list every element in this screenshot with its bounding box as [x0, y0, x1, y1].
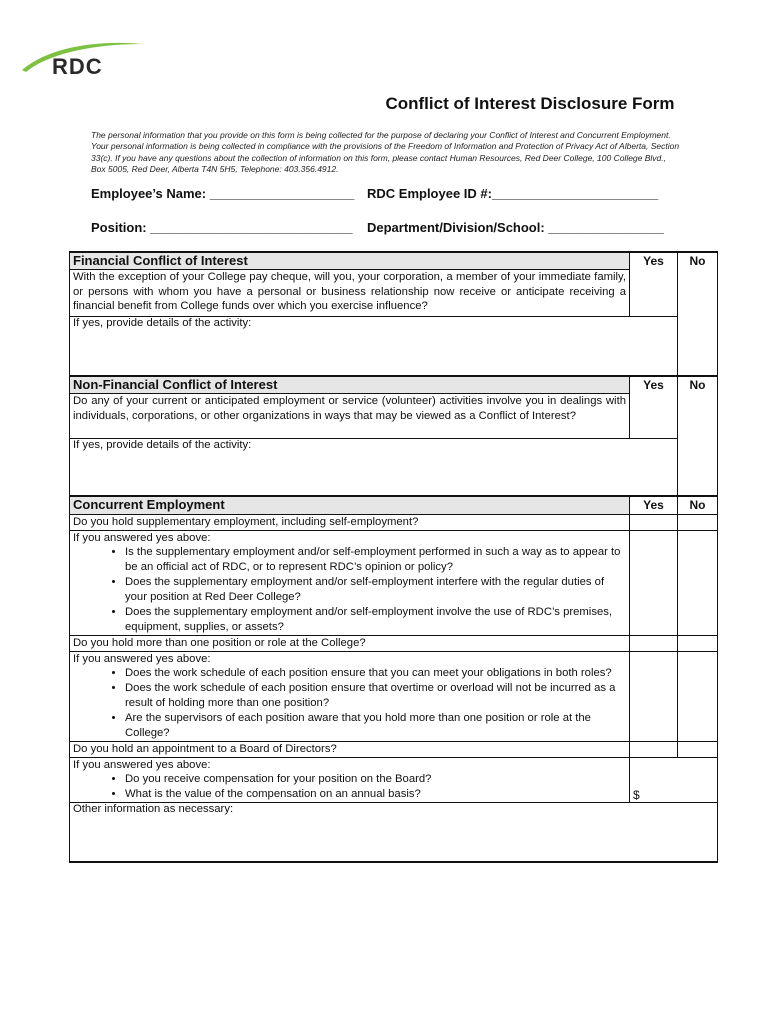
concurrent-yes-header: Yes: [630, 496, 678, 515]
concurrent-q1-no-box[interactable]: [678, 515, 718, 531]
financial-section-header: [70, 252, 718, 270]
concurrent-q1: Do you hold supplementary employment, including self-employment?: [70, 515, 630, 531]
form-title: Conflict of Interest Disclosure Form: [385, 94, 675, 113]
financial-question: With the exception of your College pay cheque, will you, your corporation, a member of your immediate family, or persons with whom you have a personal or business relationship now receive or anticipate receiving a financial benefit from College funds over which you exercise influence?: [70, 270, 630, 317]
list-item: • Is the supplementary employment and/or self-employment performed in such a way as to appear to be an official act of RDC, or to represent RDC’s opinion or policy?: [125, 545, 626, 575]
disclosure-table: [69, 251, 718, 863]
nonfinancial-section-header: [70, 376, 718, 394]
financial-no-box[interactable]: No: [678, 252, 718, 376]
rdc-logo-text: RDC: [52, 54, 103, 79]
concurrent-q2-sub-yes-box[interactable]: [630, 651, 678, 742]
financial-title: Financial Conflict of Interest: [70, 252, 630, 270]
privacy-notice: The personal information that you provide on this form is being collected for the purpose of declaring your Conflict of Interest and Concurrent Employment. Your personal information is being collected in compliance with the provisions of the Freedom of Information and Protection of Privacy Act of Alberta, Section 33(c). If you have any questions about the collection of information on this form, please contact Human Resources, Red Deer College, 100 College Blvd., Box 5005, Red Deer, Alberta T4N 5H5, Telephone: 403.356.4912.: [91, 130, 680, 174]
department-field[interactable]: Department/Division/School: ________________: [367, 220, 664, 235]
nonfinancial-yes-header: Yes: [630, 376, 678, 439]
concurrent-q2-no-box[interactable]: [678, 636, 718, 652]
concurrent-q3-no-box[interactable]: [678, 742, 718, 758]
list-item: • Does the supplementary employment and/or self-employment involve the use of RDC’s premises, equipment, supplies, or assets?: [125, 605, 626, 635]
compensation-value-field[interactable]: $: [630, 757, 718, 803]
list-item: • What is the value of the compensation on an annual basis?: [125, 787, 626, 802]
if-yes-label: If you answered yes above:: [73, 758, 211, 771]
nonfinancial-no-box[interactable]: No: [678, 376, 718, 496]
nonfinancial-question: Do any of your current or anticipated employment or service (volunteer) activities involve you in dealings with individuals, corporations, or other organizations in ways that may be viewed as a Conflict of Interest?: [70, 394, 630, 439]
concurrent-q2: Do you hold more than one position or role at the College?: [70, 636, 630, 652]
concurrent-q3-subitems: [70, 757, 630, 803]
position-field[interactable]: Position: ____________________________: [91, 220, 353, 235]
list-item: • Are the supervisors of each position aware that you hold more than one position or role at the College?: [125, 711, 626, 741]
other-information-field[interactable]: Other information as necessary:: [70, 803, 718, 863]
concurrent-no-header: No: [678, 496, 718, 515]
concurrent-title: Concurrent Employment: [70, 496, 630, 515]
concurrent-q2-yes-box[interactable]: [630, 636, 678, 652]
nonfinancial-title: Non-Financial Conflict of Interest: [70, 376, 630, 394]
list-item: • Do you receive compensation for your position on the Board?: [125, 772, 626, 787]
list-item: • Does the supplementary employment and/or self-employment interfere with the regular duties of your position at Red Deer College?: [125, 575, 626, 605]
concurrent-q1-sub-yes-box[interactable]: [630, 530, 678, 636]
if-yes-label: If you answered yes above:: [73, 652, 211, 665]
concurrent-section-header: [70, 496, 718, 515]
concurrent-q1-sub-no-box[interactable]: [678, 530, 718, 636]
employee-name-field[interactable]: Employee’s Name: ____________________: [91, 186, 355, 201]
financial-details-field[interactable]: If yes, provide details of the activity:: [70, 317, 678, 377]
list-item: • Does the work schedule of each position ensure that you can meet your obligations in both roles?: [125, 666, 626, 681]
concurrent-q1-subitems: [70, 530, 630, 636]
nonfinancial-details-field[interactable]: If yes, provide details of the activity:: [70, 439, 678, 497]
employee-id-field[interactable]: RDC Employee ID #:_______________________: [367, 186, 659, 201]
list-item: • Does the work schedule of each position ensure that overtime or overload will not be incurred as a result of holding more than one position?: [125, 681, 626, 711]
if-yes-label: If you answered yes above:: [73, 531, 211, 544]
concurrent-q3: Do you hold an appointment to a Board of Directors?: [70, 742, 630, 758]
financial-yes-header: Yes: [630, 252, 678, 317]
concurrent-q3-yes-box[interactable]: [630, 742, 678, 758]
concurrent-q1-yes-box[interactable]: [630, 515, 678, 531]
concurrent-q2-sub-no-box[interactable]: [678, 651, 718, 742]
concurrent-q2-subitems: [70, 651, 630, 742]
